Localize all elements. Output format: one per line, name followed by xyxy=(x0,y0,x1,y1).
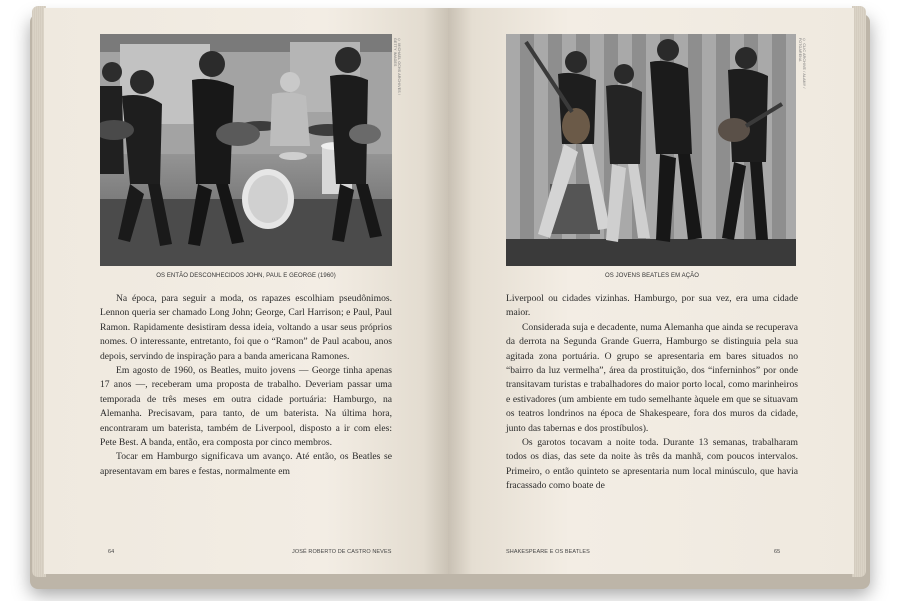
author-name: JOSÉ ROBERTO DE CASTRO NEVES xyxy=(292,549,392,555)
photo-band-performing xyxy=(506,34,796,266)
photo-credit: © CLIC ARCHIVE / ALAMY / FOTOARENA xyxy=(798,38,806,89)
photo-caption: OS JOVENS BEATLES EM AÇÃO xyxy=(604,273,700,279)
photo-band-rehearsal-image xyxy=(100,34,392,266)
photo-caption: OS ENTÃO DESCONHECIDOS JOHN, PAUL E GEORGE (1960) xyxy=(156,273,336,279)
paragraph: Em agosto de 1960, os Beatles, muito jovens — George tinha apenas 17 anos —, receberam uma proposta de trabalho. Deveriam passar uma temporada de três meses em outra cidade portuária: Hamburgo, na Alemanha. Precisavam, para tanto, de um baterista. Na última hora, encontraram um baterista, também de Liverpool, disposto a ir com eles: Pete Best. A banda, então, era composta por cinco membros. xyxy=(100,365,392,449)
photo-credit: © MICHAEL OCHS ARCHIVES / GETTY IMAGES xyxy=(393,38,401,96)
right-page xyxy=(448,8,854,574)
running-head: SHAKESPEARE E OS BEATLES xyxy=(506,549,590,555)
paragraph: Considerada suja e decadente, numa Alemanha que ainda se recuperava da derrota na Segunda Grande Guerra, Hamburgo se distinguia pela sua agitada zona portuária. O grupo se apresentaria em bares situados no “bairro da luz vermelha”, área da prostituição, dos “inferninhos” por onde transitavam turistas e trabalhadores do maior porto local, como marinheiros e estivadores (um ambiente em tudo semelhante àquele em que se situavam os teatros londrinos na época de Shakespeare, fora dos muros da cidade, junto das tabernas e dos prostíbulos). xyxy=(506,321,798,434)
page-number: 64 xyxy=(108,549,115,555)
paragraph: Liverpool ou cidades vizinhas. Hamburgo, por sua vez, era uma cidade maior. xyxy=(506,293,798,319)
left-page xyxy=(44,8,448,574)
page-edges-right xyxy=(852,6,866,577)
body-text xyxy=(100,292,392,479)
paragraph: Tocar em Hamburgo significava um avanço. Até então, os Beatles se apresentavam em bares e festas, normalmente em xyxy=(100,451,392,477)
photo-band-performing-image xyxy=(506,34,796,266)
paragraph: Na época, para seguir a moda, os rapazes escolhiam pseudônimos. Lennon queria ser chamado Long John; George, Carl Harrison; e Paul, Paul Ramon. Rapidamente desistiram dessa ideia, voltando a usar seus próprios nomes. O interessante, entretanto, foi que o “Ramon” de Paul acabou, anos depois, servindo de inspiração para a banda americana Ramones. xyxy=(100,293,392,362)
page-number: 65 xyxy=(774,549,781,555)
paragraph: Os garotos tocavam a noite toda. Durante 13 semanas, trabalharam todos os dias, das sete da noite às três da manhã, com poucos intervalos. Primeiro, o então quinteto se apresentaria num local minúsculo, que havia fracassado como boate de xyxy=(506,437,798,492)
photo-band-rehearsal xyxy=(100,34,392,266)
body-text xyxy=(506,292,798,494)
